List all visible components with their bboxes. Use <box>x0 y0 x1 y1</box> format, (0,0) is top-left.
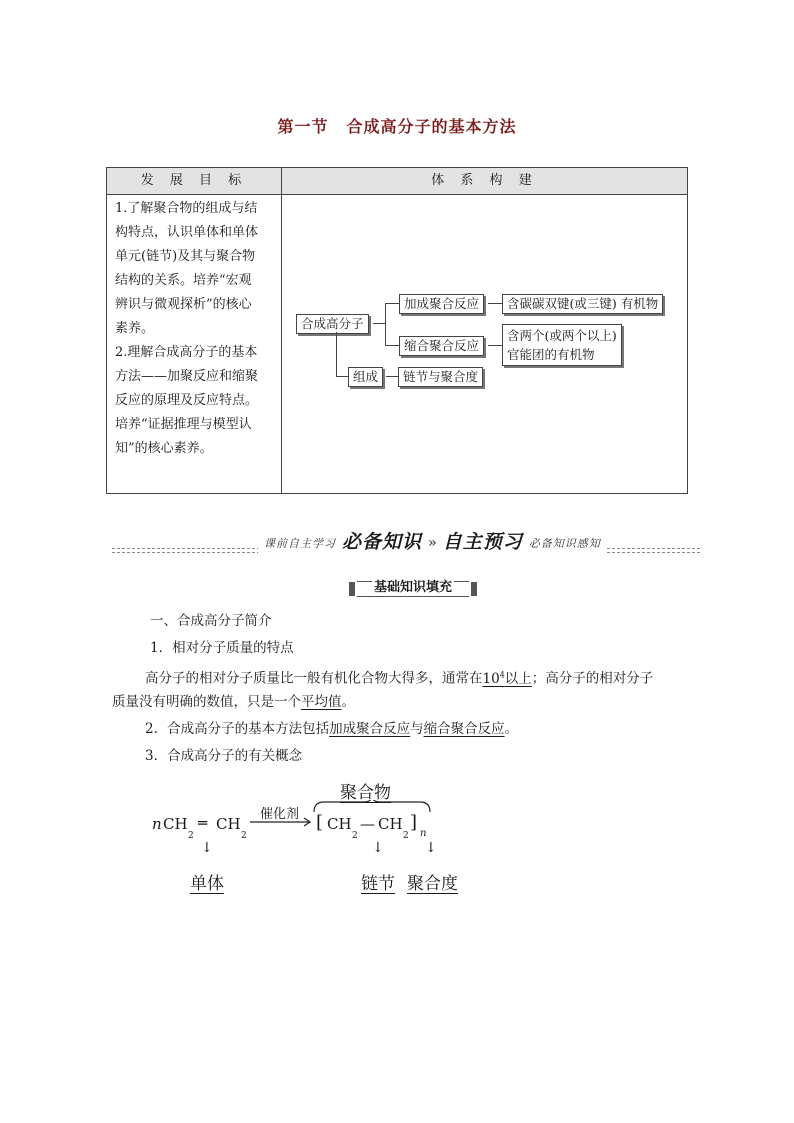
banner-main-2: 自主预习 <box>442 531 523 553</box>
bracket-open: [ <box>316 812 324 833</box>
down-arrow-icon: ↓ <box>372 840 384 856</box>
degree-of-polymerization-label: 聚合度 <box>407 874 458 894</box>
composition-box: 组成 <box>348 367 383 387</box>
goal-line: 反应的原理及反应特点。 <box>115 393 259 408</box>
banner-main-1: 必备知识 <box>342 531 423 553</box>
goal-line: 1.了解聚合物的组成与结 <box>115 201 258 216</box>
n-coefficient: n <box>152 815 162 833</box>
answer-blank <box>483 671 532 687</box>
item-2 <box>145 716 518 742</box>
connector <box>385 345 399 346</box>
section-banner <box>112 525 700 565</box>
connector <box>336 332 337 376</box>
ch2-2: CH <box>216 815 241 833</box>
heading-1: 一、合成高分子简介 <box>150 613 272 629</box>
item-3: 3．合成高分子的有关概念 <box>145 748 303 764</box>
chain-unit-label: 链节 <box>361 874 395 894</box>
goal-line: 素养。 <box>115 321 155 336</box>
banner-left-text: 课前自主学习 <box>264 537 336 550</box>
title-section: 第一节 <box>277 117 329 136</box>
answer-blank: 缩合聚合反应 <box>423 721 505 737</box>
connector <box>386 376 398 377</box>
monomer-label: 单体 <box>190 874 224 894</box>
composition-desc-box: 链节与聚合度 <box>398 367 483 387</box>
text: 。 <box>341 694 355 710</box>
text: 以上 <box>504 670 532 687</box>
goal-line: 2.理解合成高分子的基本 <box>115 345 258 360</box>
text: 。 <box>504 721 519 737</box>
text: 质量没有明确的数值，只是一个 <box>112 694 301 710</box>
connector <box>385 303 399 304</box>
condensation-box: 缩合聚合反应 <box>399 336 484 356</box>
subscript: 2 <box>188 831 194 841</box>
condensation-desc-line: 含两个(或两个以上) <box>507 328 617 343</box>
connector <box>488 345 502 346</box>
text: 2．合成高分子的基本方法包括 <box>145 721 330 737</box>
bracket-close: ] <box>410 812 418 833</box>
connector <box>488 303 502 304</box>
ch2-4: CH <box>378 815 403 833</box>
addition-desc-box: 含碳碳双键(或三键) 有机物 <box>502 294 663 314</box>
answer-blank: 平均值 <box>301 694 342 710</box>
condensation-desc-line: 官能团的有机物 <box>507 347 595 362</box>
goal-line: 辨识与微观探析”的核心 <box>115 297 252 312</box>
item-1: 1．相对分子质量的特点 <box>150 640 294 656</box>
goals-header: 发 展 目 标 <box>107 168 282 195</box>
condensation-desc-box <box>502 324 622 366</box>
polymer-label: 聚合物 <box>340 783 391 803</box>
concept-map-cell <box>282 195 688 494</box>
catalyst-label: 催化剂 <box>260 807 300 822</box>
goal-line: 培养“证据推理与模型认 <box>115 417 252 432</box>
goal-line: 结构的关系。培养“宏观 <box>115 273 252 288</box>
section-label <box>349 578 477 598</box>
goal-line: 构特点，认识单体和单体 <box>115 225 259 240</box>
connector <box>336 376 348 377</box>
addition-box: 加成聚合反应 <box>399 294 484 314</box>
page-title <box>0 114 794 137</box>
label-bar <box>471 582 477 596</box>
ch2-1: CH <box>163 815 188 833</box>
answer-blank: 加成聚合反应 <box>329 721 411 737</box>
connector <box>373 323 385 324</box>
label-edge <box>357 596 469 597</box>
goals-table <box>106 167 688 494</box>
banner-content <box>258 527 607 554</box>
down-arrow-icon: ↓ <box>425 840 437 856</box>
text: 高分子的相对分子质量比一般有机化合物大得多，通常在 <box>145 670 483 687</box>
paragraph-line <box>145 662 653 692</box>
structure-header: 体 系 构 建 <box>282 168 688 195</box>
n-subscript: n <box>420 828 427 839</box>
title-text: 合成高分子的基本方法 <box>346 117 517 136</box>
chevron-right-icon: » <box>428 535 437 551</box>
banner-right-text: 必备知识感知 <box>528 537 601 550</box>
exponent: 4 <box>499 670 505 679</box>
single-bond: — <box>360 815 375 833</box>
paragraph-line <box>112 689 355 715</box>
subscript: 2 <box>403 831 409 841</box>
section-label-text: 基础知识填充 <box>373 580 452 595</box>
ch2-3: CH <box>327 815 352 833</box>
text: ；高分子的相对分子 <box>531 670 654 687</box>
subscript: 2 <box>241 831 247 841</box>
goal-line: 方法——加聚反应和缩聚 <box>115 369 259 384</box>
goal-line: 单元(链节)及其与聚合物 <box>115 249 256 264</box>
concept-root-box: 合成高分子 <box>296 314 369 334</box>
text: 10 <box>482 670 500 687</box>
brace-path <box>314 800 430 812</box>
down-arrow-icon: ↓ <box>201 840 213 856</box>
goal-line: 知”的核心素养。 <box>115 441 213 456</box>
reaction-arrow-icon <box>250 817 314 827</box>
label-bar <box>349 582 355 596</box>
double-bond: ═ <box>198 814 208 832</box>
goals-cell <box>107 195 282 494</box>
connector <box>385 303 386 345</box>
text: 与 <box>410 721 424 737</box>
subscript: 2 <box>352 831 358 841</box>
